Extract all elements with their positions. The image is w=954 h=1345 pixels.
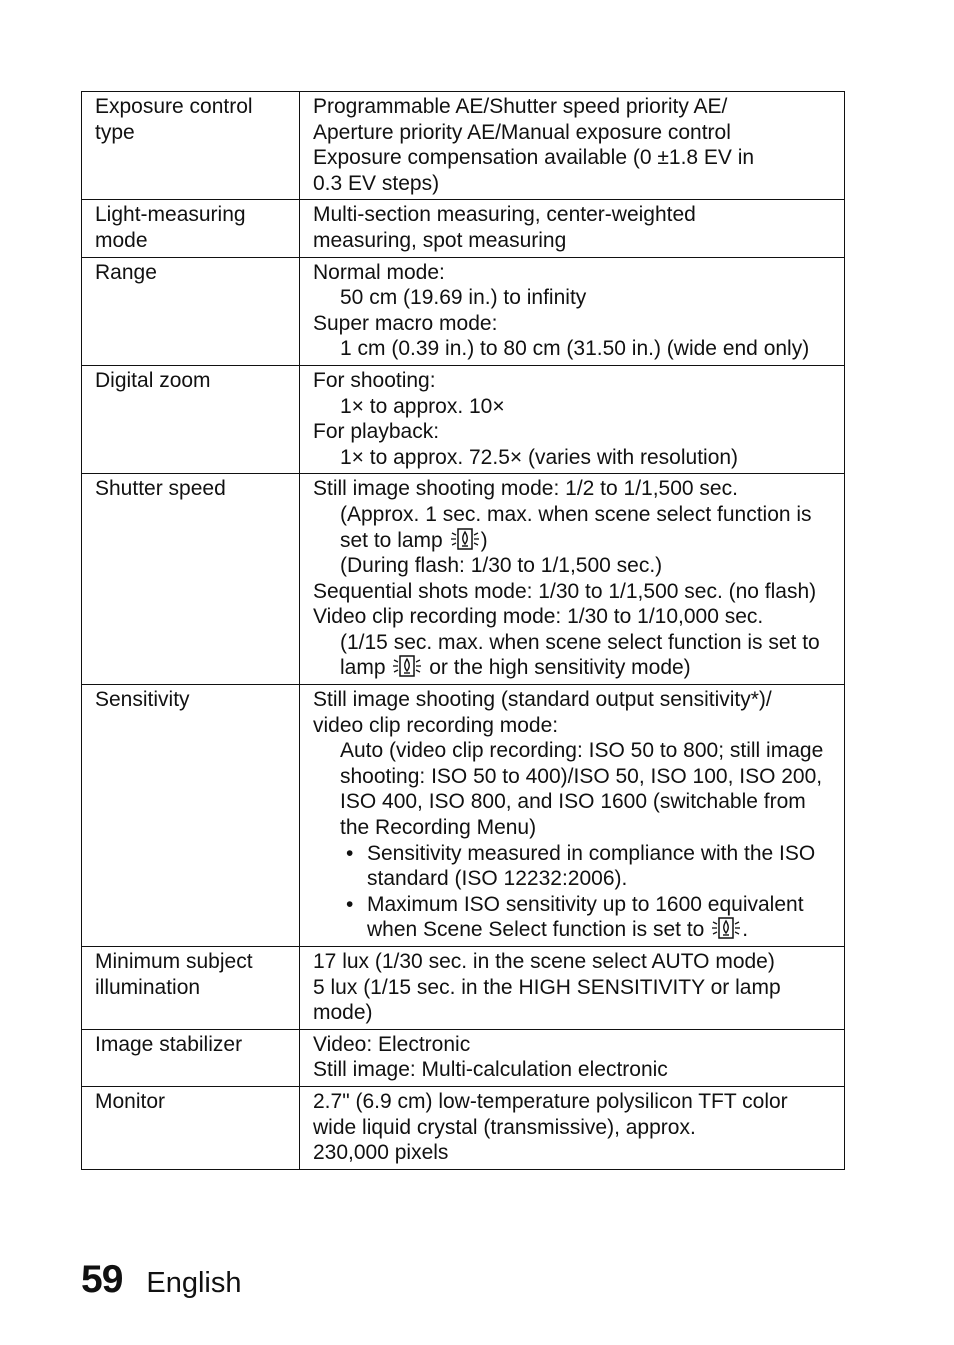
spec-line: For playback: bbox=[313, 420, 440, 444]
spec-line: 17 lux (1/30 sec. in the scene select AUTO mode) bbox=[313, 950, 775, 973]
spec-line: 230,000 pixels bbox=[313, 1141, 449, 1165]
spec-line bbox=[313, 630, 832, 681]
spec-text: Sensitivity measured in compliance with the ISO standard (ISO 12232:2006). bbox=[367, 841, 816, 891]
spec-line: Aperture priority AE/Manual exposure control bbox=[313, 120, 731, 144]
lamp-scene-icon bbox=[449, 528, 481, 550]
spec-label: Exposure control type bbox=[82, 92, 300, 200]
lamp-scene-icon bbox=[391, 655, 423, 677]
spec-label: Range bbox=[82, 257, 300, 365]
spec-line: Still image shooting (standard output sensitivity*)/ bbox=[313, 688, 772, 712]
spec-label: Image stabilizer bbox=[82, 1029, 300, 1086]
spec-line: For shooting: bbox=[313, 368, 436, 392]
spec-value bbox=[300, 200, 845, 257]
spec-line: Still image shooting mode: 1/2 to 1/1,500 sec. bbox=[313, 477, 738, 501]
spec-line: 1× to approx. 72.5× (varies with resolution) bbox=[340, 445, 739, 469]
page-number: 59 bbox=[81, 1258, 123, 1301]
spec-value bbox=[300, 1086, 845, 1169]
spec-line: video clip recording mode: bbox=[313, 713, 559, 737]
spec-value bbox=[300, 685, 845, 947]
spec-line: Sequential shots mode: 1/30 to 1/1,500 sec. (no flash) bbox=[313, 579, 817, 603]
spec-label: Monitor bbox=[82, 1086, 300, 1169]
spec-row-exposure-control bbox=[82, 92, 845, 200]
spec-line: 5 lux (1/15 sec. in the HIGH SENSITIVITY or lamp mode) bbox=[313, 975, 781, 1025]
spec-row-monitor bbox=[82, 1086, 845, 1169]
spec-line: 1 cm (0.39 in.) to 80 cm (31.50 in.) (wide end only) bbox=[340, 337, 810, 361]
spec-table bbox=[81, 91, 845, 1170]
spec-line: Still image: Multi-calculation electronic bbox=[313, 1058, 668, 1082]
bullet-dot: • bbox=[346, 892, 354, 916]
spec-text: . bbox=[742, 918, 749, 942]
spec-text: (Approx. 1 sec. max. when scene select function is set to lamp bbox=[340, 502, 812, 552]
spec-line: (During flash: 1/30 to 1/1,500 sec.) bbox=[340, 554, 663, 578]
spec-row-sensitivity bbox=[82, 685, 845, 947]
lamp-scene-icon bbox=[710, 917, 742, 939]
spec-line: Super macro mode: bbox=[313, 311, 498, 335]
spec-line: 0.3 EV steps) bbox=[313, 171, 440, 195]
spec-row-min-illumination bbox=[82, 947, 845, 1030]
spec-value bbox=[300, 92, 845, 200]
spec-value bbox=[300, 365, 845, 473]
spec-line: measuring, spot measuring bbox=[313, 228, 567, 252]
spec-label: Shutter speed bbox=[82, 474, 300, 685]
spec-line bbox=[313, 502, 832, 553]
spec-line: wide liquid crystal (transmissive), approx. bbox=[313, 1115, 696, 1139]
spec-value bbox=[300, 257, 845, 365]
spec-text: ) bbox=[480, 528, 488, 552]
spec-line: Normal mode: bbox=[313, 260, 445, 284]
spec-line: 1× to approx. 10× bbox=[340, 394, 505, 418]
spec-label: Sensitivity bbox=[82, 685, 300, 947]
spec-label: Minimum subject illumination bbox=[82, 947, 300, 1030]
spec-bullet-item bbox=[313, 841, 832, 892]
bullet-dot: • bbox=[346, 841, 354, 865]
spec-row-digital-zoom bbox=[82, 365, 845, 473]
spec-line: Video clip recording mode: 1/30 to 1/10,000 sec. bbox=[313, 605, 764, 629]
spec-text: (1/15 sec. max. when scene select function is set to lamp bbox=[340, 630, 820, 680]
page-language: English bbox=[146, 1267, 242, 1299]
spec-value bbox=[300, 1029, 845, 1086]
spec-label: Light-measuring mode bbox=[82, 200, 300, 257]
spec-row-range bbox=[82, 257, 845, 365]
spec-bullet-item bbox=[313, 892, 832, 943]
spec-row-shutter-speed bbox=[82, 474, 845, 685]
spec-value bbox=[300, 947, 845, 1030]
spec-line: Programmable AE/Shutter speed priority AE/ bbox=[313, 95, 728, 118]
page-footer bbox=[81, 1258, 242, 1302]
spec-text: or the high sensitivity mode) bbox=[429, 656, 691, 680]
spec-row-image-stabilizer bbox=[82, 1029, 845, 1086]
spec-line: Video: Electronic bbox=[313, 1032, 471, 1056]
spec-text: Maximum ISO sensitivity up to 1600 equivalent when Scene Select function is set to bbox=[367, 892, 804, 942]
spec-line: 2.7" (6.9 cm) low-temperature polysilicon TFT color bbox=[313, 1089, 788, 1113]
spec-line: Auto (video clip recording: ISO 50 to 800; still image shooting: ISO 50 to 400)/ISO 50, ISO 100, ISO 200, ISO 400, ISO 800, and ISO 1600 (switchable from the Recording Menu) bbox=[340, 739, 824, 840]
spec-label: Digital zoom bbox=[82, 365, 300, 473]
spec-line: 50 cm (19.69 in.) to infinity bbox=[340, 286, 587, 310]
spec-row-light-measuring bbox=[82, 200, 845, 257]
spec-line: Multi-section measuring, center-weighted bbox=[313, 203, 696, 227]
spec-value bbox=[300, 474, 845, 685]
spec-line: Exposure compensation available (0 ±1.8 EV in bbox=[313, 146, 755, 170]
